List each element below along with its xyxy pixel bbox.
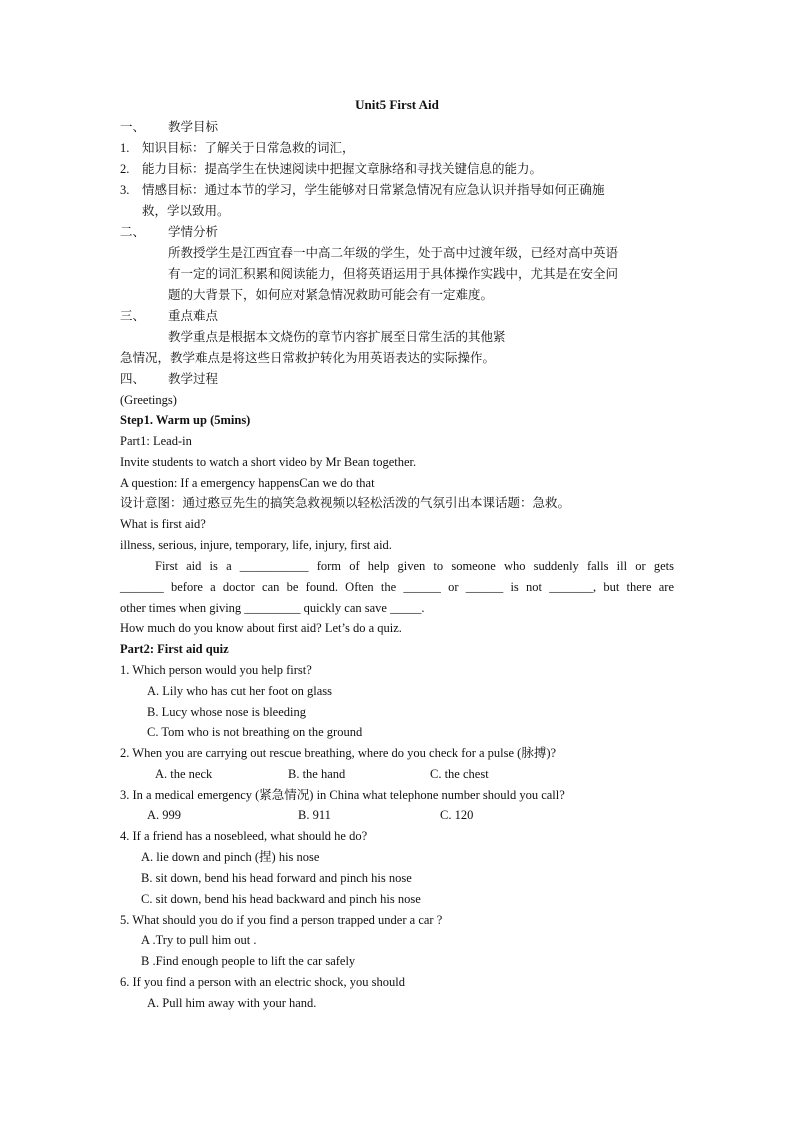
section-1-number: 一、 [120, 120, 146, 134]
quiz-option: C. the chest [430, 767, 489, 781]
quiz-intro: How much do you know about first aid? Let’s do a quiz. [120, 621, 402, 635]
goal-2-text: 能力目标：提高学生在快速阅读中把握文章脉络和寻找关键信息的能力。 [142, 162, 543, 176]
quiz-option: B .Find enough people to lift the car safely [141, 954, 356, 968]
goal-2 [120, 159, 543, 179]
quiz-option: C. 120 [440, 808, 474, 822]
quiz-question: 6. If you find a person with an electric shock, you should [120, 975, 406, 989]
step1-heading: Step1. Warm up (5mins) [120, 413, 251, 427]
goal-3 [120, 180, 605, 200]
quiz-option: A. the neck [155, 767, 213, 781]
quiz-option: C. Tom who is not breathing on the ground [147, 725, 363, 739]
quiz-option: A. lie down and pinch (捏) his nose [141, 850, 320, 864]
cloze-line: First aid is a ___________ form of help given to someone who suddenly falls ill or gets [155, 559, 674, 573]
part2-heading: Part2: First aid quiz [120, 642, 229, 656]
analysis-line: 有一定的词汇积累和阅读能力，但将英语运用于具体操作实践中，尤其是在安全问 [168, 267, 619, 281]
section-4-heading [120, 369, 219, 389]
goal-1 [120, 138, 355, 158]
quiz-option: B. 911 [298, 808, 331, 822]
section-4-title: 教学过程 [168, 372, 219, 386]
analysis-line: 题的大背景下，如何应对紧急情况救助可能会有一定难度。 [168, 288, 494, 302]
quiz-question: 2. When you are carrying out rescue breathing, where do you check for a pulse (脉搏)? [120, 746, 557, 760]
section-3-heading [120, 306, 219, 326]
section-3-number: 三、 [120, 309, 146, 323]
what-is-first-aid: What is first aid? [120, 517, 206, 531]
document-title: Unit5 First Aid [355, 97, 439, 112]
quiz-question: 3. In a medical emergency (紧急情况) in China what telephone number should you call? [120, 788, 565, 802]
section-1-heading [120, 117, 219, 137]
goal-1-text: 知识目标：了解关于日常急救的词汇， [142, 141, 355, 155]
quiz-option: A. 999 [147, 808, 182, 822]
cloze-line: other times when giving _________ quickly can save _____. [120, 601, 425, 615]
section-1-title: 教学目标 [168, 120, 219, 134]
quiz-option: A .Try to pull him out . [141, 933, 257, 947]
focus-line: 急情况，教学难点是将这些日常救护转化为用英语表达的实际操作。 [120, 351, 496, 365]
quiz-option: B. the hand [288, 767, 346, 781]
quiz-option: A. Lily who has cut her foot on glass [147, 684, 333, 698]
greetings: (Greetings) [120, 393, 177, 407]
quiz-question: 5. What should you do if you find a person trapped under a car ? [120, 913, 443, 927]
word-bank: illness, serious, injure, temporary, life, injury, first aid. [120, 538, 392, 552]
goal-1-number: 1. [120, 141, 130, 155]
goal-3-continuation: 救，学以致用。 [142, 204, 230, 218]
invite-text: Invite students to watch a short video by Mr Bean together. [120, 455, 417, 469]
quiz-option: C. sit down, bend his head backward and pinch his nose [141, 892, 421, 906]
quiz-question: 4. If a friend has a nosebleed, what should he do? [120, 829, 368, 843]
goal-2-number: 2. [120, 162, 130, 176]
section-3-title: 重点难点 [168, 309, 219, 323]
quiz-option: B. Lucy whose nose is bleeding [147, 705, 307, 719]
section-2-heading [120, 222, 219, 242]
analysis-line: 所教授学生是江西宜春一中高二年级的学生，处于高中过渡年级，已经对高中英语 [168, 246, 619, 260]
goal-3-number: 3. [120, 183, 130, 197]
section-2-title: 学情分析 [168, 225, 219, 239]
quiz-question: 1. Which person would you help first? [120, 663, 312, 677]
section-2-number: 二、 [120, 225, 146, 239]
quiz-option: A. Pull him away with your hand. [147, 996, 317, 1010]
part1-heading: Part1: Lead-in [120, 434, 192, 448]
goal-3-text: 情感目标：通过本节的学习，学生能够对日常紧急情况有应急认识并指导如何正确施 [142, 183, 605, 197]
section-4-number: 四、 [120, 372, 146, 386]
design-intent: 设计意图：通过憨豆先生的搞笑急救视频以轻松活泼的气氛引出本课话题：急救。 [120, 496, 571, 510]
focus-line: 教学重点是根据本文烧伤的章节内容扩展至日常生活的其他紧 [168, 330, 506, 344]
quiz-option: B. sit down, bend his head forward and pinch his nose [141, 871, 412, 885]
question-text: A question: If a emergency happensCan we do that [120, 476, 375, 490]
cloze-line: _______ before a doctor can be found. Often the ______ or ______ is not _______, but there are [120, 580, 674, 594]
